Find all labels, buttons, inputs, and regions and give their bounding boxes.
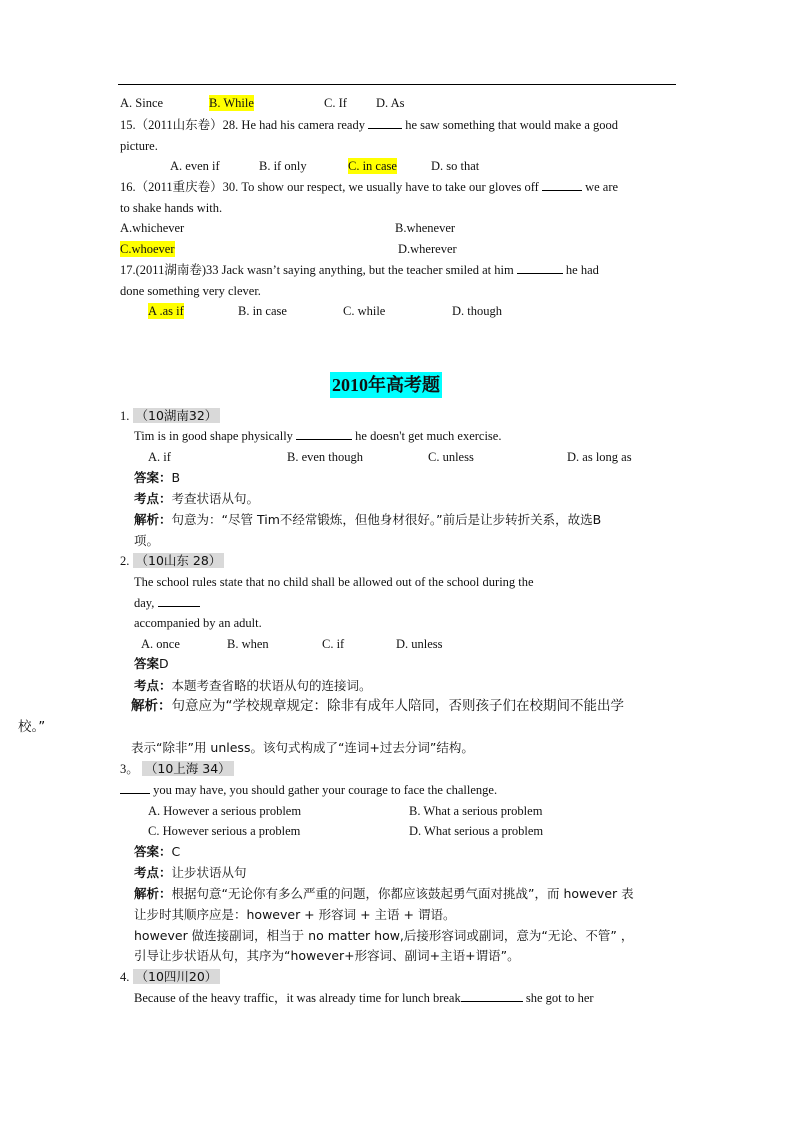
answer-value: D <box>159 656 169 671</box>
p2-option-a: A. once <box>141 637 180 651</box>
point-text: 本题考查省略的状语从句的连接词。 <box>171 678 372 693</box>
answer-label: 答案： <box>134 844 172 859</box>
p1-option-b: B. even though <box>287 450 364 464</box>
source-tag: （10四川20） <box>133 969 221 984</box>
p3-option-d: D. What serious a problem <box>409 824 544 838</box>
q15-stem-start: 15.（2011山东卷）28. He had his camera ready <box>120 118 365 132</box>
p3-analysis-line3: however 做连接副词，相当于 no matter how,后接形容词或副词，意为“无论、不管” ， <box>134 928 634 943</box>
q15-option-a: A. even if <box>170 159 220 173</box>
q16-option-c: C.whoever <box>120 242 175 256</box>
answer-value: C <box>171 844 181 859</box>
q15-stem-end: he saw something that would make a good <box>405 118 619 132</box>
source-tag: （10上海 34） <box>142 761 234 776</box>
p4-stem-end: she got to her <box>525 991 594 1005</box>
p1-option-c: C. unless <box>428 450 474 464</box>
answer-blank <box>461 990 523 1002</box>
p3-number: 3。 <box>120 762 139 776</box>
header-rule <box>118 84 676 85</box>
p3-header <box>120 761 234 777</box>
p3-option-b: B. What a serious problem <box>409 804 543 818</box>
q17-stem <box>120 262 599 278</box>
q17-option-b: B. in case <box>238 304 287 318</box>
q17-stem-end: he had <box>565 263 599 277</box>
p2-option-c: C. if <box>322 637 345 651</box>
p1-option-a: A. if <box>148 450 171 464</box>
p2-answer <box>134 656 169 672</box>
point-label: 考点： <box>134 865 172 880</box>
q15-stem <box>120 117 618 133</box>
q14-option-a: A. Since <box>120 96 164 110</box>
point-text: 考查状语从句。 <box>171 491 260 506</box>
p3-option-a: A. However a serious problem <box>148 804 302 818</box>
q17-stem-start: 17.(2011湖南卷)33 Jack wasn’t saying anything, but the teacher smiled at him <box>120 263 514 277</box>
point-text: 让步状语从句 <box>171 865 247 880</box>
point-label: 考点： <box>134 491 172 506</box>
analysis-label: 解析： <box>131 698 172 714</box>
p2-stem-line2 <box>134 595 200 611</box>
p3-analysis-line4: 引导让步状语从句，其序为“however+形容词、副词+主语+谓语”。 <box>134 948 520 963</box>
p2-analysis <box>131 698 624 714</box>
q15-stem-line2: picture. <box>120 139 158 153</box>
p2-point <box>134 678 372 694</box>
p1-option-d: D. as long as <box>567 450 632 464</box>
point-label: 考点： <box>134 678 172 693</box>
q16-option-b: B.whenever <box>395 221 456 235</box>
p1-stem-start: Tim is in good shape physically <box>134 429 293 443</box>
p2-number: 2. <box>120 554 130 568</box>
answer-blank <box>120 782 150 794</box>
q17-option-a: A .as if <box>148 304 184 318</box>
p2-option-b: B. when <box>227 637 269 651</box>
source-tag: （10湖南32） <box>133 408 221 423</box>
p2-stem-start: day, <box>134 596 155 610</box>
analysis-text: 句意应为“学校规章规定：除非有成年人陪同，否则孩子们在校期间不能出学 <box>171 698 624 714</box>
answer-blank <box>542 179 582 191</box>
q17-option-d: D. though <box>452 304 502 318</box>
p2-stem-line1: The school rules state that no child shall be allowed out of the school during the <box>134 575 534 589</box>
q16-option-a: A.whichever <box>120 221 185 235</box>
answer-value: B <box>171 470 181 485</box>
p3-stem <box>120 782 497 798</box>
p1-analysis-line2: 项。 <box>134 533 160 548</box>
q14-option-d: D. As <box>376 96 405 110</box>
p3-option-c: C. However serious a problem <box>148 824 301 838</box>
p3-analysis-line2: 让步时其顺序应是：however + 形容词 + 主语 + 谓语。 <box>134 907 456 922</box>
q15-option-d: D. so that <box>431 159 480 173</box>
p4-header <box>120 969 220 985</box>
p1-analysis <box>134 512 601 528</box>
q15-option-b: B. if only <box>259 159 307 173</box>
answer-blank <box>296 428 352 440</box>
p3-stem-text: you may have, you should gather your courage to face the challenge. <box>153 783 498 797</box>
q16-stem-start: 16.（2011重庆卷）30. To show our respect, we usually have to take our gloves off <box>120 180 539 194</box>
p2-option-d: D. unless <box>396 637 443 651</box>
answer-label: 答案 <box>134 656 160 671</box>
q14-option-b: B. While <box>209 96 254 110</box>
q17-option-c: C. while <box>343 304 386 318</box>
p1-answer <box>134 470 180 486</box>
analysis-label: 解析： <box>134 886 172 901</box>
p4-number: 4. <box>120 970 130 984</box>
answer-label: 答案： <box>134 470 172 485</box>
p2-analysis-line3: 表示“除非”用 unless。该句式构成了“连词+过去分词”结构。 <box>131 740 474 755</box>
p4-stem-start: Because of the heavy traffic，it was already time for lunch break <box>134 991 461 1005</box>
p2-stem-line3: accompanied by an adult. <box>134 616 262 630</box>
section-title: 2010年高考题 <box>330 372 442 398</box>
q16-stem <box>120 179 618 195</box>
p1-stem <box>134 428 501 444</box>
answer-blank <box>517 262 563 274</box>
q16-stem-end: we are <box>585 180 619 194</box>
p1-header <box>120 408 220 424</box>
analysis-text: 句意为：“尽管 Tim不经常锻炼，但他身材很好。”前后是让步转折关系，故选B <box>171 512 602 527</box>
p1-point <box>134 491 259 507</box>
q17-stem-line2: done something very clever. <box>120 284 261 298</box>
p1-number: 1. <box>120 409 130 423</box>
analysis-text: 根据句意“无论你有多么严重的问题，你都应该鼓起勇气面对挑战”，而 however 表 <box>171 886 634 901</box>
p1-stem-end: he doesn't get much exercise. <box>355 429 502 443</box>
answer-blank <box>368 117 402 129</box>
answer-blank <box>158 595 200 607</box>
p3-answer <box>134 844 180 860</box>
source-tag: （10山东 28） <box>133 553 225 568</box>
q16-option-d: D.wherever <box>398 242 457 256</box>
q16-stem-line2: to shake hands with. <box>120 201 223 215</box>
q14-option-c: C. If <box>324 96 347 110</box>
p2-header <box>120 553 224 569</box>
p2-analysis-line2: 校。” <box>18 719 46 735</box>
p3-point <box>134 865 247 881</box>
p3-analysis <box>134 886 634 902</box>
analysis-label: 解析： <box>134 512 172 527</box>
q15-option-c: C. in case <box>348 159 397 173</box>
p4-stem <box>134 990 594 1006</box>
